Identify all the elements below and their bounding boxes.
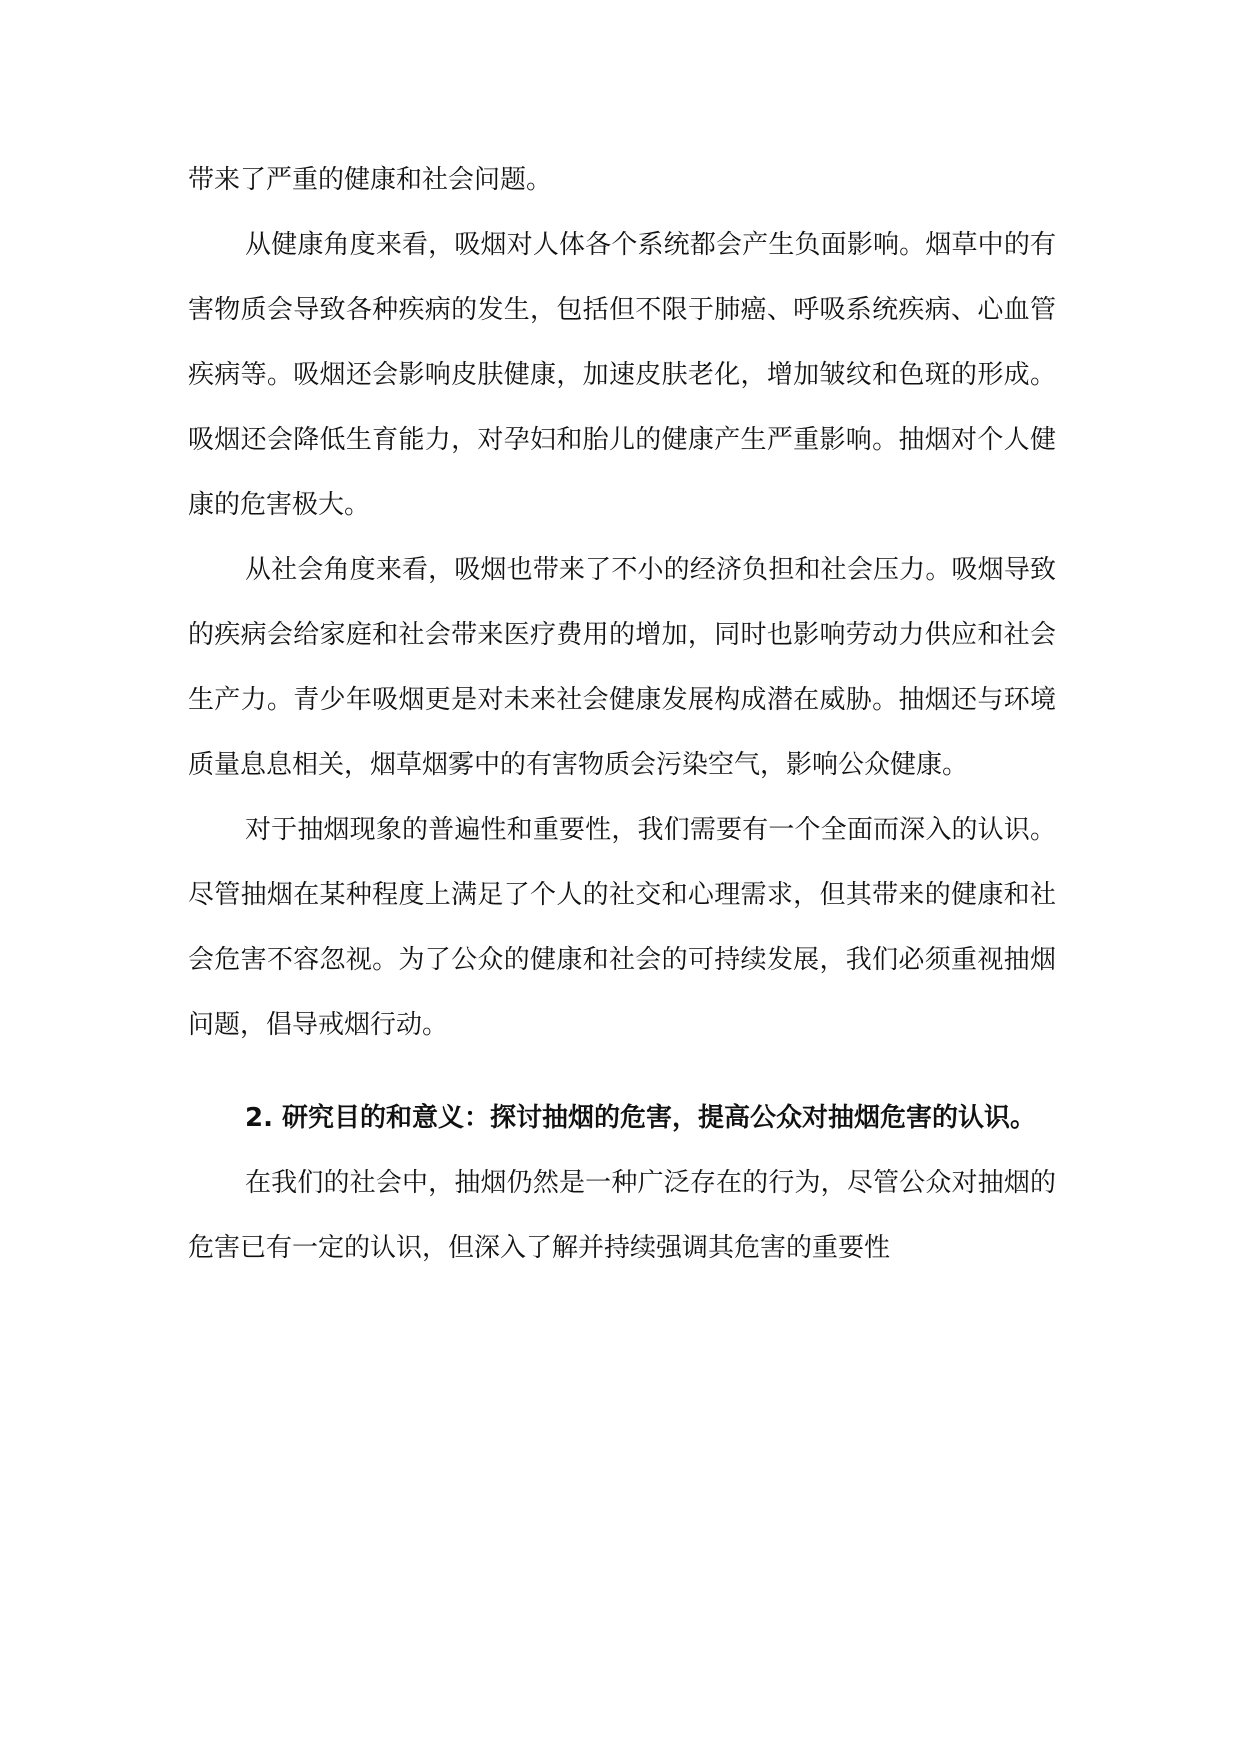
section-gap <box>188 1058 1056 1086</box>
paragraph-awareness: 对于抽烟现象的普遍性和重要性，我们需要有一个全面而深入的认识。尽管抽烟在某种程度上满足了个人的社交和心理需求，但其带来的健康和社会危害不容忽视。为了公众的健康和社会的可持续发展，我们必须重视抽烟问题，倡导戒烟行动。 <box>188 815 1056 1040</box>
paragraph-continuation: 带来了严重的健康和社会问题。 <box>188 165 553 195</box>
paragraph-section-intro: 在我们的社会中，抽烟仍然是一种广泛存在的行为，尽管公众对抽烟的危害已有一定的认识，但深入了解并持续强调其危害的重要性 <box>188 1168 1056 1263</box>
paragraph-health-impact: 从健康角度来看，吸烟对人体各个系统都会产生负面影响。烟草中的有害物质会导致各种疾病的发生，包括但不限于肺癌、呼吸系统疾病、心血管疾病等。吸烟还会影响皮肤健康，加速皮肤老化，增加皱纹和色斑的形成。吸烟还会降低生育能力，对孕妇和胎儿的健康产生严重影响。抽烟对个人健康的危害极大。 <box>188 230 1056 520</box>
paragraph-social-impact: 从社会角度来看，吸烟也带来了不小的经济负担和社会压力。吸烟导致的疾病会给家庭和社会带来医疗费用的增加，同时也影响劳动力供应和社会生产力。青少年吸烟更是对未来社会健康发展构成潜在威胁。抽烟还与环境质量息息相关，烟草烟雾中的有害物质会污染空气，影响公众健康。 <box>188 555 1056 780</box>
document-page <box>188 148 1056 1281</box>
section-heading: 2. 研究目的和意义：探讨抽烟的危害，提高公众对抽烟危害的认识。 <box>245 1103 1037 1133</box>
